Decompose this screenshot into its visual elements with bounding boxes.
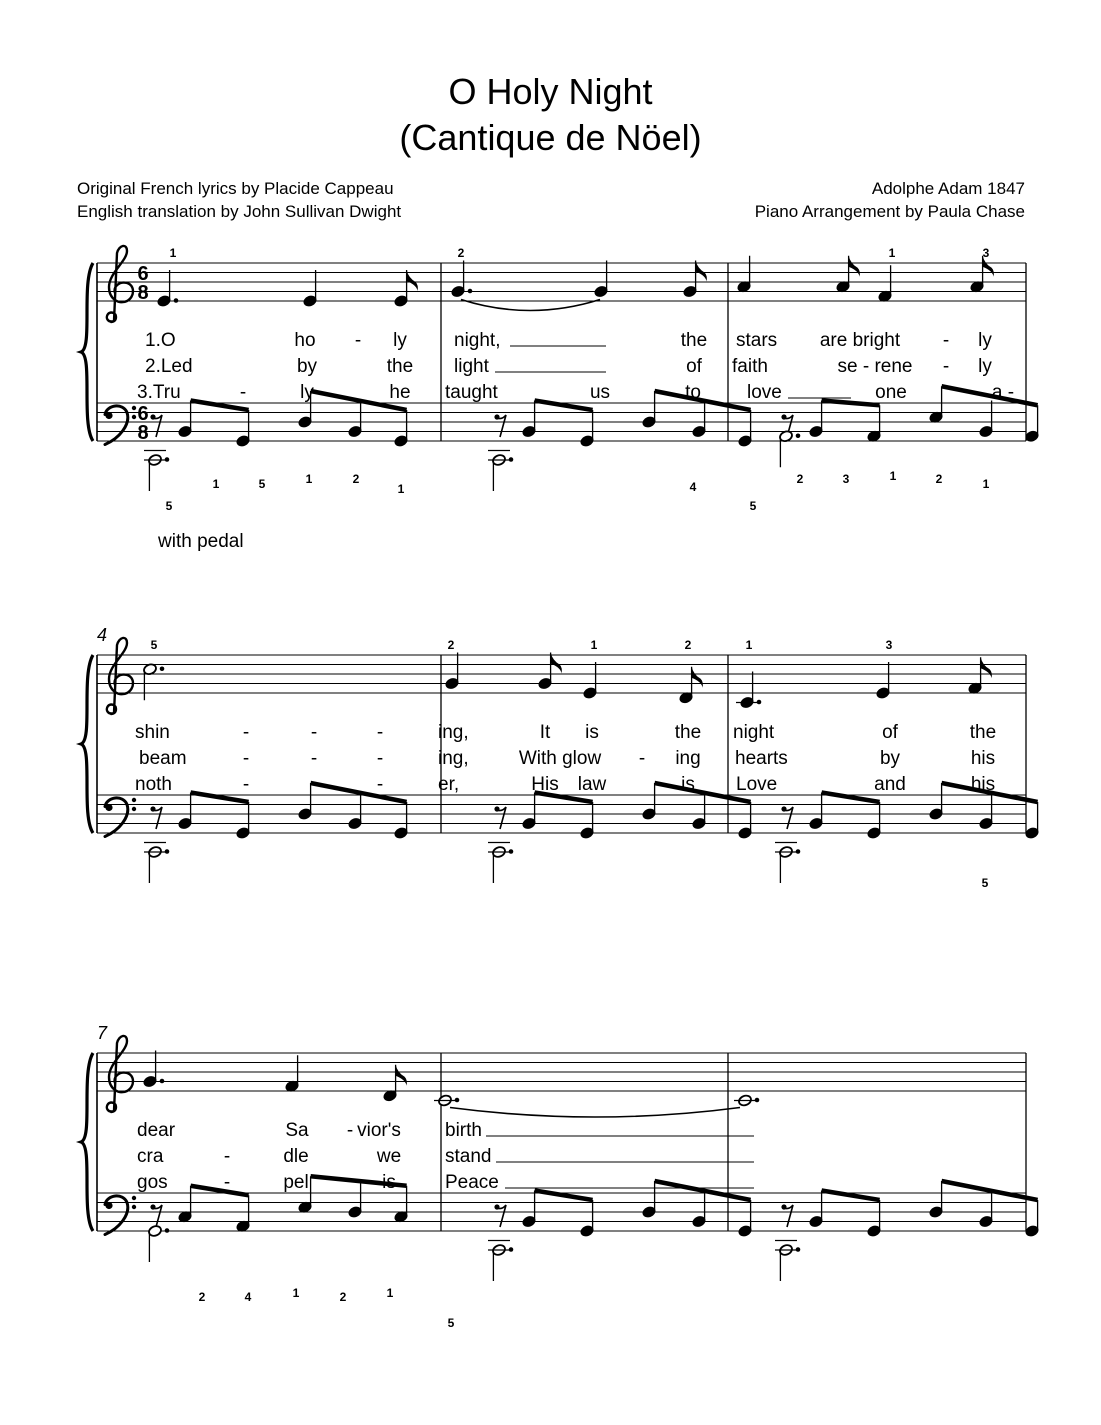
lyric-syllable: of (882, 722, 898, 743)
fingering-number: 1 (889, 469, 897, 483)
lyric-syllable: is (382, 1172, 396, 1193)
augmentation-dot (796, 849, 801, 854)
lyrics-credit: Original French lyrics by Placide Cappeau (77, 179, 394, 198)
lyric-syllable: - (346, 1120, 354, 1141)
beam (191, 1186, 249, 1196)
lyric-syllable: are bright (819, 330, 901, 351)
fingering-number: 5 (150, 638, 158, 652)
fingering-number: 1 (292, 1286, 300, 1300)
lyric-syllable: us (589, 382, 611, 403)
lyric-syllable: Sa (285, 1120, 309, 1141)
beam (655, 1181, 751, 1200)
lyric-syllable: ing, (438, 748, 469, 769)
lyric-syllable: 1.O (145, 330, 176, 351)
fingering-number: 2 (352, 472, 360, 486)
translation-credit: English translation by John Sullivan Dwight (77, 202, 402, 221)
lyric-syllable: one (875, 382, 907, 403)
bass-clef-head (105, 1202, 112, 1209)
lyric-syllable: er, (438, 774, 460, 795)
bass-clef-dot (132, 406, 136, 410)
eighth-rest-stem (784, 1205, 793, 1227)
lyric-syllable: the (969, 722, 997, 743)
lyric-syllable: his (970, 748, 996, 769)
beam (822, 401, 880, 406)
lyric-syllable: - (376, 748, 384, 769)
fingering-number: 2 (339, 1290, 347, 1304)
lyric-syllable: It (539, 722, 551, 743)
note-flag (696, 261, 707, 282)
bass-clef-icon (105, 798, 128, 837)
fingering-number: 4 (244, 1290, 252, 1304)
fingering-number: 5 (165, 499, 173, 513)
bass-clef-dot (132, 1205, 136, 1209)
note-flag (396, 1065, 407, 1086)
fingering-number: 2 (935, 472, 943, 486)
beam (822, 1191, 880, 1201)
eighth-rest-stem (784, 807, 793, 829)
fingering-number: 1 (305, 472, 313, 486)
lyric-syllable: light (454, 356, 489, 377)
lyric-syllable: is (681, 774, 695, 795)
fingering-number: 2 (447, 638, 455, 652)
lyric-syllable: - (239, 382, 247, 403)
lyric-syllable: by (296, 356, 318, 377)
lyric-syllable: se - rene (837, 356, 913, 377)
bass-clef-dot (132, 798, 136, 802)
augmentation-dot (509, 1247, 514, 1252)
pedal-instruction: with pedal (158, 531, 244, 552)
beam (535, 1191, 593, 1201)
time-signature-denominator: 8 (137, 422, 149, 444)
fingering-number: 2 (457, 246, 465, 260)
beam (942, 1181, 1038, 1200)
lyric-syllable: - (354, 330, 362, 351)
lyric-syllable: love (747, 382, 782, 403)
lyric-syllable: night, (454, 330, 501, 351)
bass-clef-head (105, 804, 112, 811)
music-system (81, 625, 1039, 890)
lyric-syllable: and (874, 774, 906, 795)
lyric-syllable: to (685, 382, 701, 403)
lyric-syllable: - (942, 330, 950, 351)
lyric-syllable: ho (294, 330, 316, 351)
lyric-syllable: his (970, 774, 996, 795)
beam (311, 783, 407, 802)
lyric-syllable: night (733, 722, 775, 743)
lyric-syllable: stars (736, 330, 778, 351)
lyric-syllable: 3.Tru (137, 382, 181, 403)
lyric-syllable: - (223, 1172, 231, 1193)
eighth-rest-stem (497, 1205, 506, 1227)
augmentation-dot (165, 1228, 170, 1233)
lyric-syllable: noth (135, 774, 172, 795)
lyric-syllable: - (242, 774, 250, 795)
lyric-syllable: Peace (445, 1172, 499, 1193)
augmentation-dot (509, 849, 514, 854)
title-line-2: (Cantique de Nöel) (399, 117, 702, 158)
time-signature-numerator: 6 (137, 263, 149, 285)
augmentation-dot (165, 457, 170, 462)
augmentation-dot (455, 1098, 460, 1103)
bass-clef-head (105, 412, 112, 419)
lyric-syllable: His (531, 774, 559, 795)
fingering-number: 3 (885, 638, 893, 652)
beam (191, 793, 249, 803)
eighth-rest-stem (153, 415, 162, 437)
lyric-syllable: ing (675, 748, 701, 769)
treble-clef-icon (107, 638, 133, 714)
bass-clef-dot (132, 415, 136, 419)
bass-clef-icon (105, 406, 128, 445)
bass-clef-dot (132, 1196, 136, 1200)
bass-clef-icon (105, 1196, 128, 1235)
lyric-syllable: - (376, 774, 384, 795)
lyric-syllable: Love (736, 774, 778, 795)
lyric-syllable: - (310, 774, 318, 795)
title-line-1: O Holy Night (448, 71, 653, 112)
lyric-syllable: the (386, 356, 414, 377)
beam (535, 401, 593, 411)
augmentation-dot (755, 1098, 760, 1103)
lyric-syllable: taught (445, 382, 498, 403)
fingering-number: 1 (169, 246, 177, 260)
augmentation-dot (160, 666, 165, 671)
lyric-syllable: is (585, 722, 599, 743)
lyric-syllable: beam (139, 748, 187, 769)
fingering-number: 1 (888, 246, 896, 260)
augmentation-dot (757, 700, 762, 705)
measure-number: 7 (97, 1023, 108, 1043)
lyric-syllable: - (223, 1146, 231, 1167)
augmentation-dot (509, 457, 514, 462)
lyric-syllable: With glow (518, 748, 602, 769)
lyric-syllable: ing, (438, 722, 469, 743)
beam (822, 793, 880, 803)
fingering-number: 4 (689, 480, 697, 494)
measure-number: 4 (97, 625, 108, 645)
lyric-syllable: ly (300, 382, 314, 403)
augmentation-dot (796, 1247, 801, 1252)
fingering-number: 5 (981, 876, 989, 890)
eighth-rest-stem (153, 1205, 162, 1227)
fingering-number: 1 (386, 1286, 394, 1300)
lyric-syllable: - (242, 748, 250, 769)
fingering-number: 1 (212, 477, 220, 491)
fingering-number: 1 (745, 638, 753, 652)
lyric-syllable: by (879, 748, 901, 769)
fingering-number: 5 (447, 1316, 455, 1330)
lyric-syllable: ly (393, 330, 407, 351)
time-signature-numerator: 6 (137, 403, 149, 425)
treble-clef-icon (107, 246, 133, 322)
note-flag (692, 667, 703, 688)
augmentation-dot (160, 1079, 165, 1084)
lyric-syllable: he (389, 382, 411, 403)
lyric-syllable: faith (732, 356, 768, 377)
lyric-syllable: birth (445, 1120, 482, 1141)
fingering-number: 3 (842, 472, 850, 486)
augmentation-dot (468, 289, 473, 294)
lyric-syllable: pel (283, 1172, 309, 1193)
lyric-syllable: vior's (357, 1120, 401, 1141)
music-system (81, 246, 1039, 513)
augmentation-dot (796, 433, 801, 438)
fingering-number: 5 (258, 477, 266, 491)
fingering-number: 2 (198, 1290, 206, 1304)
note-flag (407, 270, 418, 291)
beam (655, 391, 751, 410)
fingering-number: 2 (796, 472, 804, 486)
tie (450, 1108, 740, 1118)
lyric-syllable: gos (137, 1172, 168, 1193)
note-flag (551, 653, 562, 674)
augmentation-dot (174, 298, 179, 303)
fingering-number: 5 (749, 499, 757, 513)
lyric-syllable: - (638, 748, 646, 769)
fingering-number: 1 (397, 482, 405, 496)
lyric-syllable: a - (991, 382, 1015, 403)
lyric-syllable: dle (283, 1146, 309, 1167)
lyric-syllable: stand (445, 1146, 492, 1167)
lyric-syllable: of (686, 356, 702, 377)
eighth-rest-stem (497, 807, 506, 829)
lyric-syllable: shin (135, 722, 170, 743)
arranger-credit: Piano Arrangement by Paula Chase (754, 202, 1025, 221)
bass-clef-dot (132, 807, 136, 811)
lyric-syllable: - (310, 722, 318, 743)
note-flag (981, 657, 992, 678)
lyric-syllable: law (577, 774, 607, 795)
fingering-number: 1 (590, 638, 598, 652)
lyric-syllable: - (942, 356, 950, 377)
fingering-number: 2 (684, 638, 692, 652)
lyric-syllable: 2.Led (145, 356, 193, 377)
fingering-number: 3 (982, 246, 990, 260)
lyric-syllable: ly (978, 330, 992, 351)
brace (81, 263, 93, 441)
augmentation-dot (165, 849, 170, 854)
note-flag (849, 256, 860, 277)
lyric-syllable: the (680, 330, 708, 351)
composer-credit: Adolphe Adam 1847 (871, 179, 1025, 198)
lyric-syllable: the (674, 722, 702, 743)
lyric-syllable: hearts (735, 748, 788, 769)
eighth-rest-stem (497, 415, 506, 437)
music-system (81, 1023, 1039, 1330)
eighth-rest-stem (153, 807, 162, 829)
lyric-syllable: dear (137, 1120, 176, 1141)
brace (81, 1053, 93, 1231)
lyric-syllable: - (310, 748, 318, 769)
lyric-syllable: - (376, 722, 384, 743)
lyric-syllable: cra (137, 1146, 164, 1167)
fingering-number: 1 (982, 477, 990, 491)
brace (81, 655, 93, 833)
lyric-syllable: we (376, 1146, 402, 1167)
time-signature-denominator: 8 (137, 282, 149, 304)
treble-clef-icon (107, 1036, 133, 1112)
beam (942, 386, 1038, 405)
lyric-syllable: - (242, 722, 250, 743)
lyric-syllable: ly (978, 356, 992, 377)
